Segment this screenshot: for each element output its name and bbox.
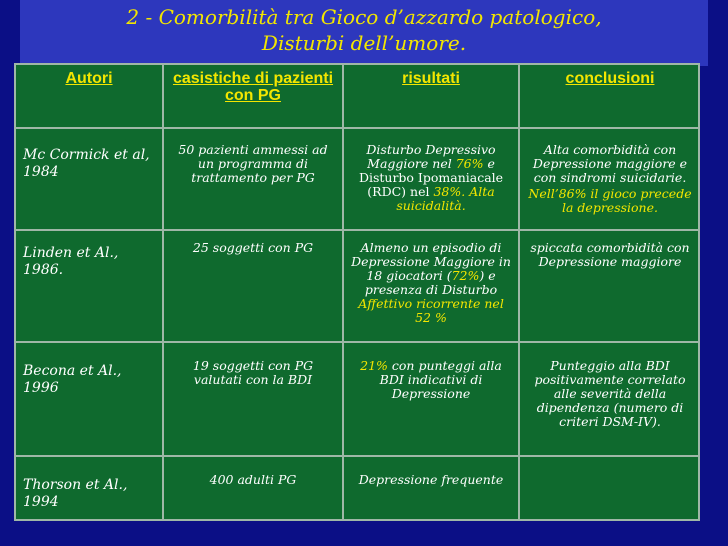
header-conclusioni: conclusioni: [565, 70, 655, 87]
row3-autori: Becona et Al., 1996: [23, 363, 122, 396]
header-risultati: risultati: [402, 70, 460, 87]
row3-casistiche: 19 soggetti con PG valutati con la BDI: [192, 358, 314, 387]
row2-conclusioni: spiccata comorbidità con Depressione maggiore: [530, 240, 690, 269]
row4-conclusioni: [520, 471, 700, 475]
row-divider: [16, 341, 698, 343]
row2-autori: Linden et Al., 1986.: [23, 245, 119, 278]
row3-percent-21: 21%: [360, 358, 388, 373]
row-divider: [16, 229, 698, 231]
row1-percent-38: 38%: [433, 184, 462, 199]
row1-risultati-part: Disturbo Depressivo Maggiore nel: [366, 142, 496, 171]
row1-risultati: [344, 141, 518, 215]
row1-conclusioni-highlight: Nell’86% il gioco precede la depressione.: [528, 186, 692, 215]
row1-percent-76: 76%: [455, 156, 484, 171]
row2-casistiche: 25 soggetti con PG: [192, 240, 314, 255]
header-casistiche: casistiche di pazienti con PG: [172, 70, 334, 104]
comorbidity-table: [14, 63, 700, 521]
row1-risultati-part: e: [483, 156, 495, 171]
row1-risultati-suicidality: . Alta suicidalità.: [396, 184, 495, 213]
row-divider: [16, 455, 698, 457]
slide-title-line-1: 2 - Comorbilità tra Gioco d’azzardo patologico,: [126, 5, 602, 29]
row2-risultati-part: Almeno un episodio di Depressione Maggiore in 18 giocatori (: [351, 240, 511, 283]
column-divider: [162, 65, 164, 519]
row2-percent-72: 72%: [451, 268, 480, 283]
row1-risultati-part: Disturbo Ipomaniacale (RDC) nel: [358, 170, 504, 199]
row4-casistiche: 400 adulti PG: [209, 472, 297, 487]
row2-risultati-part: ) e presenza di Disturbo: [364, 268, 498, 297]
row-divider: [16, 127, 698, 129]
row1-conclusioni: [520, 141, 700, 217]
row1-casistiche: 50 pazienti ammessi ad un programma di trattamento per PG: [178, 142, 328, 185]
row3-risultati-part: con punteggi alla BDI indicativi di Depressione: [379, 358, 502, 401]
header-autori: Autori: [65, 70, 113, 87]
row4-risultati: Depressione frequente: [358, 472, 504, 487]
slide-title-line-2: Disturbi dell’umore.: [261, 31, 467, 55]
row1-autori: Mc Cormick et al, 1984: [23, 147, 150, 180]
column-divider: [518, 65, 520, 519]
row1-conclusioni-main: Alta comorbidità con Depressione maggiore e con sindromi suicidarie.: [532, 142, 688, 185]
row3-conclusioni: Punteggio alla BDI positivamente correlato alle severità della dipendenza (numero di criteri DSM-IV).: [534, 358, 686, 429]
row2-risultati-affettivo: Affettivo ricorrente nel 52 %: [358, 296, 504, 325]
row3-risultati: [344, 357, 518, 403]
slide-title: [20, 4, 708, 56]
row2-risultati: [344, 239, 518, 327]
row4-autori: Thorson et Al., 1994: [23, 477, 128, 510]
